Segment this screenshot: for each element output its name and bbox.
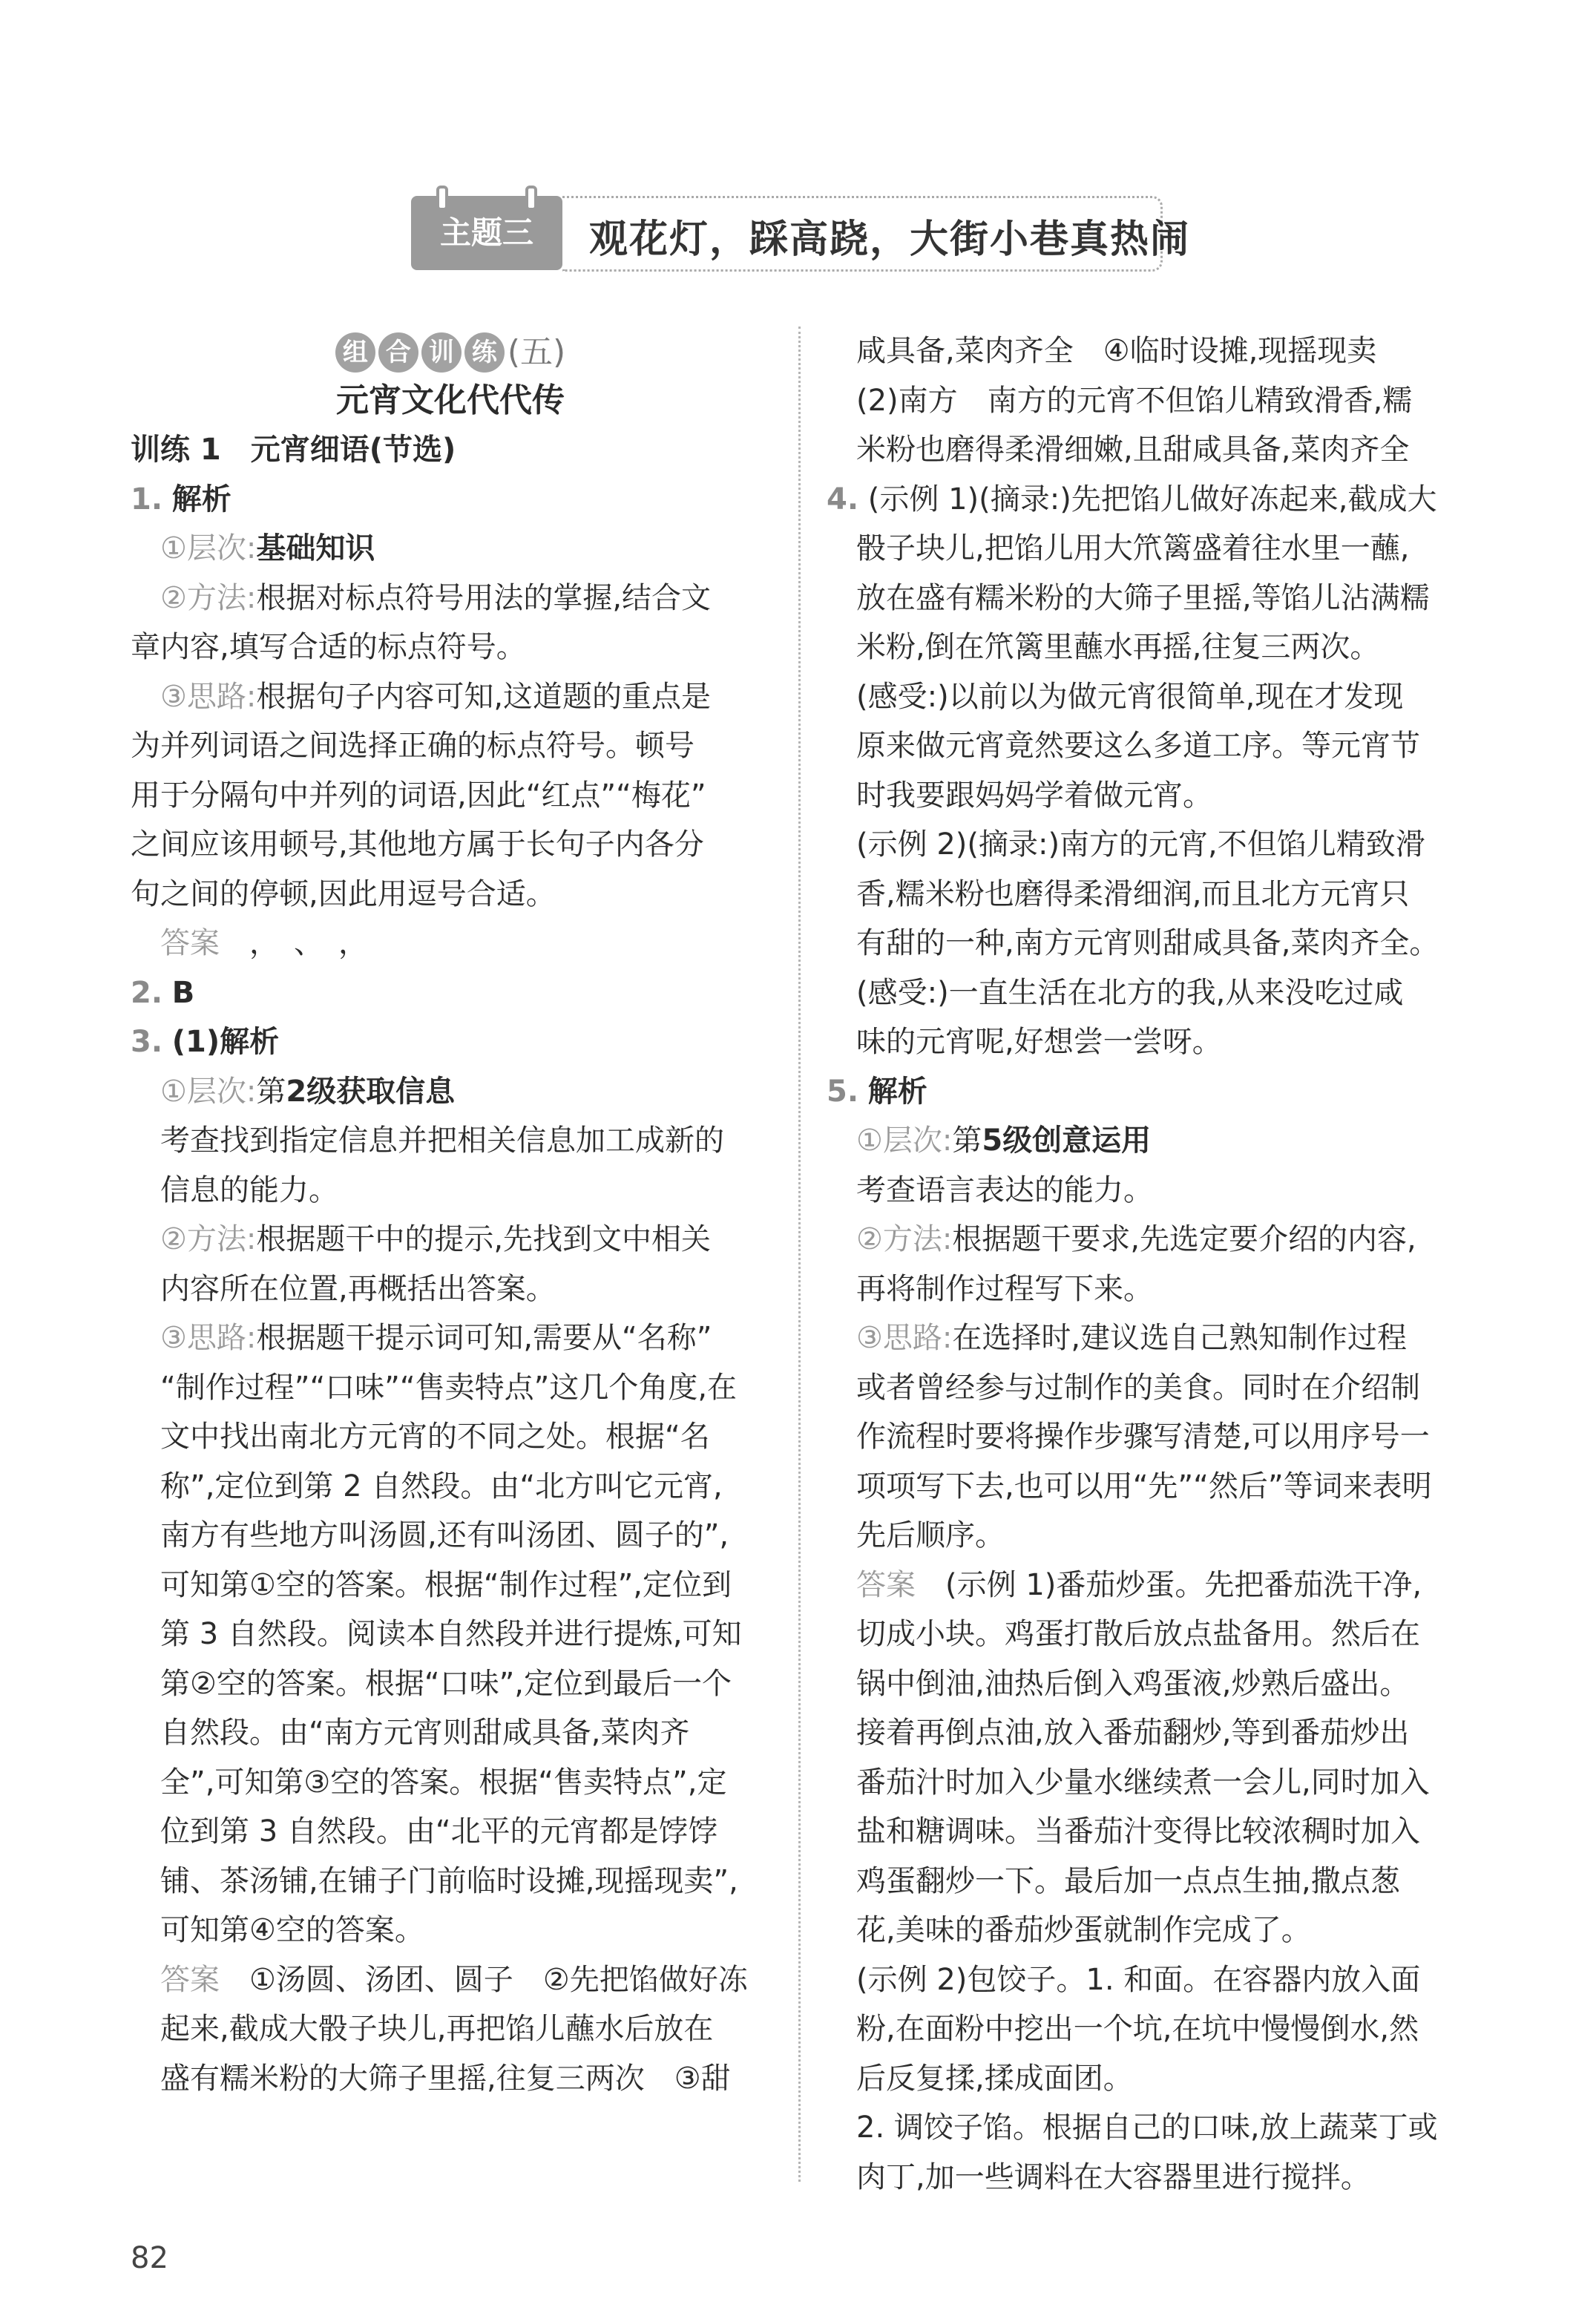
level-label: ①层次: [160,531,257,565]
answer-value: ①汤圆、汤团、圆子 ②先把馅做好冻 [249,1962,748,1997]
q2-number: 2. [131,975,163,1010]
method-label: ②方法: [856,1222,953,1256]
text-line: 有甜的一种,南方元宵则甜咸具备,菜肉齐全。 [856,926,1439,960]
q5-head [827,1067,1472,1117]
text-line: 根据对标点符号用法的掌握,结合文 [256,580,712,615]
method-label: ②方法: [160,580,257,615]
text-line: (感受:)一直生活在北方的我,从来没吃过咸 [856,975,1404,1010]
q4-head [827,475,1472,525]
q4-number: 4. [827,482,859,516]
text-line: 接着再倒点油,放入番茄翻炒,等到番茄炒出 [856,1716,1410,1750]
theme-badge-label: 主题三 [439,214,533,251]
theme-badge [411,196,562,270]
text-line: 盛有糯米粉的大筛子里摇,往复三两次 ③甜 [160,2061,731,2096]
q5-method [827,1215,1472,1265]
text-line: 可知第①空的答案。根据“制作过程”,定位到 [160,1567,732,1602]
text-line: 全”,可知第③空的答案。根据“售卖特点”,定 [160,1765,727,1800]
text-line: 肉丁,加一些调料在大容器里进行搅拌。 [856,2159,1370,2194]
theme-title: 观花灯，踩高跷，大街小巷真热闹 [589,217,1191,262]
text-line: 根据题干中的提示,先找到文中相关 [256,1222,712,1256]
answer-value: ， 、 ， [249,926,368,960]
text-line: 粉,在面粉中挖出一个坑,在坑中慢慢倒水,然 [856,2012,1419,2046]
text-line: 番茄汁时加入少量水继续煮一会儿,同时加入 [856,1765,1430,1800]
method-label: ②方法: [160,1222,257,1256]
q1-head [131,475,770,525]
text-line: 内容所在位置,再概括出答案。 [160,1271,556,1306]
text-line: 可知第④空的答案。 [160,1913,424,1947]
text-line: 项项写下去,也可以用“先”“然后”等词来表明 [856,1469,1432,1503]
q5-number: 5. [827,1074,859,1109]
level-label: ①层次: [160,1074,257,1109]
q3-number: 3. [131,1025,163,1059]
text-line: 自然段。由“南方元宵则甜咸具备,菜肉齐 [160,1716,690,1750]
text-line: 骰子块儿,把馅儿用大笊篱盛着往水里一蘸, [856,531,1410,565]
text-line: 在选择时,建议选自己熟知制作过程 [952,1321,1408,1355]
text-line: 考查找到指定信息并把相关信息加工成新的 [160,1124,724,1158]
q1-head-label: 解析 [171,482,231,516]
text-line: 位到第 3 自然段。由“北平的元宵都是饽饽 [160,1814,718,1849]
set-title [131,327,770,376]
text-line: 句之间的停顿,因此用逗号合适。 [131,876,556,911]
text-line: 根据题干提示词可知,需要从“名称” [256,1321,712,1355]
level-value: 级创意运用 [1002,1124,1152,1158]
level-value: 基础知识 [256,531,375,565]
text-line: “制作过程”“口味”“售卖特点”这几个角度,在 [160,1370,738,1405]
q2-answer [131,968,770,1018]
text-line: 南方有些地方叫汤圆,还有叫汤团、圆子的”, [160,1518,729,1552]
q1-method [131,574,770,623]
text-line: (示例 2)包饺子。1. 和面。在容器内放入面 [856,1962,1421,1997]
set-char: 合 [378,332,418,373]
ring-icon [436,186,448,211]
theme-header [411,196,1191,273]
level-prefix: 第 [952,1124,982,1158]
q3-level [131,1067,770,1117]
text-line: 时我要跟妈妈学着做元宵。 [856,778,1212,813]
text-line: 米粉,倒在笊篱里蘸水再摇,往复三两次。 [856,630,1380,664]
text-line: 花,美味的番茄炒蛋就制作完成了。 [856,1913,1311,1947]
text-line: 再将制作过程写下来。 [856,1271,1153,1306]
set-subtitle: 元宵文化代代传 [336,381,565,419]
q5-idea [827,1313,1472,1363]
set-char: 组 [335,332,375,373]
right-column [827,327,1472,2202]
q3-idea [131,1313,770,1363]
text-line: 第②空的答案。根据“口味”,定位到最后一个 [160,1666,732,1701]
q1-level [131,524,770,574]
text-line: 称”,定位到第 2 自然段。由“北方叫它元宵, [160,1469,723,1503]
text-line: 文中找出南北方元宵的不同之处。根据“名 [160,1420,710,1454]
q3-head [131,1017,770,1067]
text-line: 切成小块。鸡蛋打散后放点盐备用。然后在 [856,1617,1420,1651]
idea-label: ③思路: [160,679,257,714]
q5-answer [827,1561,1472,1610]
column-divider [798,327,801,2182]
text-line: 考查语言表达的能力。 [856,1173,1153,1207]
text-line: 先后顺序。 [856,1518,1005,1552]
q1-answer [131,919,770,968]
left-column [131,327,770,2103]
text-line: 章内容,填写合适的标点符号。 [131,630,526,664]
answer-label: 答案 [160,926,220,960]
text-line: 铺、茶汤铺,在铺子门前临时设摊,现摇现卖”, [160,1863,738,1898]
text-line: 盐和糖调味。当番茄汁变得比较浓稠时加入 [856,1814,1420,1849]
q3-answer [131,1955,770,2005]
training-title: 训练 1 元宵细语(节选) [131,433,456,467]
q5-head-label: 解析 [867,1074,927,1109]
q3-head-label: (1)解析 [171,1025,280,1059]
text-line: 起来,截成大骰子块儿,再把馅儿蘸水后放在 [160,2012,714,2046]
text-line: 信息的能力。 [160,1173,338,1207]
text-line: 香,糯米粉也磨得柔滑细润,而且北方元宵只 [856,876,1410,911]
text-line: (示例 2)(摘录:)南方的元宵,不但馅儿精致滑 [856,827,1425,862]
set-char: 练 [464,332,505,373]
level-number: 5 [982,1124,1003,1158]
text-line: (示例 1)(摘录:)先把馅儿做好冻起来,截成大 [867,482,1437,516]
answer-label: 答案 [856,1567,916,1602]
text-line: 鸡蛋翻炒一下。最后加一点点生抽,撒点葱 [856,1863,1400,1898]
q2-answer-value: B [171,975,195,1010]
ring-icon [525,186,537,211]
text-line: 根据题干要求,先选定要介绍的内容, [952,1222,1416,1256]
q5-level [827,1116,1472,1166]
text-line: 作流程时要将操作步骤写清楚,可以用序号一 [856,1420,1430,1454]
q1-number: 1. [131,482,163,516]
text-line: 或者曾经参与过制作的美食。同时在介绍制 [856,1370,1420,1405]
answer-value: (示例 1)番茄炒蛋。先把番茄洗干净, [945,1567,1422,1602]
level-number: 2 [286,1074,307,1109]
text-line: 之间应该用顿号,其他地方属于长句子内各分 [131,827,704,862]
text-line: 锅中倒油,油热后倒入鸡蛋液,炒熟后盛出。 [856,1666,1410,1701]
q1-idea [131,672,770,722]
text-line: 2. 调饺子馅。根据自己的口味,放上蔬菜丁或 [856,2111,1438,2145]
text-line: 放在盛有糯米粉的大筛子里摇,等馅儿沾满糯 [856,580,1430,615]
set-number: (五) [507,332,566,371]
level-prefix: 第 [256,1074,286,1109]
idea-label: ③思路: [160,1321,257,1355]
text-line: (感受:)以前以为做元宵很简单,现在才发现 [856,679,1404,714]
text-line: 咸具备,菜肉齐全 ④临时设摊,现摇现卖 [856,334,1377,368]
text-line: 后反复揉,揉成面团。 [856,2061,1133,2096]
text-line: 根据句子内容可知,这道题的重点是 [256,679,712,714]
text-line: 米粉也磨得柔滑细嫩,且甜咸具备,菜肉齐全 [856,433,1410,467]
text-line: 第 3 自然段。阅读本自然段并进行提炼,可知 [160,1617,742,1651]
set-char: 训 [421,332,462,373]
answer-label: 答案 [160,1962,220,1997]
text-line: 味的元宵呢,好想尝一尝呀。 [856,1025,1222,1059]
text-line: (2)南方 南方的元宵不但馅儿精致滑香,糯 [856,383,1413,418]
idea-label: ③思路: [856,1321,953,1355]
q3-method [131,1215,770,1265]
page-number: 82 [131,2241,168,2275]
text-line: 原来做元宵竟然要这么多道工序。等元宵节 [856,729,1420,763]
text-line: 用于分隔句中并列的词语,因此“红点”“梅花” [131,778,706,813]
level-label: ①层次: [856,1124,953,1158]
level-value: 级获取信息 [306,1074,456,1109]
text-line: 为并列词语之间选择正确的标点符号。顿号 [131,729,694,763]
